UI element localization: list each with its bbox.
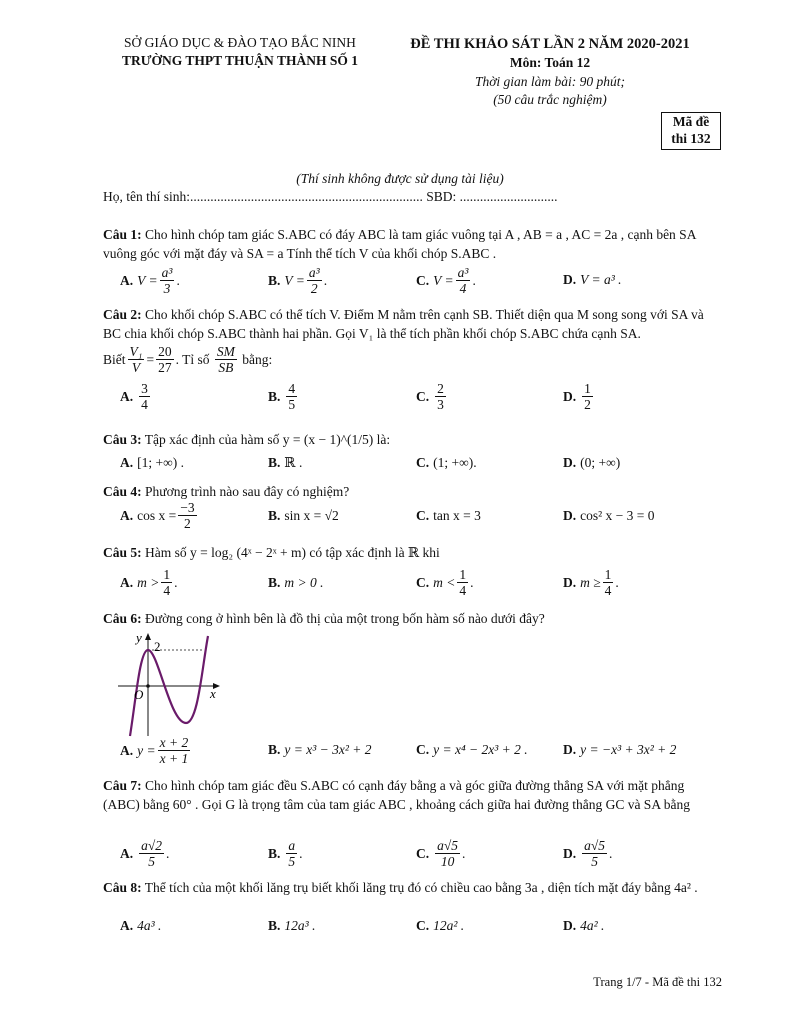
option-text: y = x⁴ − 2x³ + 2 .	[433, 742, 528, 757]
denominator: 4	[459, 583, 467, 598]
q8-option-a[interactable]	[120, 918, 161, 934]
y-label: y	[136, 630, 142, 645]
q6-option-d[interactable]	[563, 742, 676, 758]
question-text: Phương trình nào sau đây có nghiệm?	[145, 484, 350, 499]
option-text: cos² x − 3 = 0	[580, 508, 655, 523]
option-text: V =	[284, 272, 305, 288]
question-label: Câu 4:	[103, 484, 142, 499]
denominator: 5	[591, 854, 598, 869]
question-6	[103, 609, 723, 628]
numerator: a³	[161, 265, 173, 280]
option-text: (1; +∞).	[433, 455, 477, 470]
denominator: V	[131, 360, 141, 375]
numerator: 4	[288, 381, 296, 396]
option-fraction	[603, 567, 614, 598]
page-footer: Trang 1/7 - Mã đề thi 132	[593, 975, 722, 989]
option-fraction	[160, 265, 175, 296]
option-letter: A.	[120, 272, 134, 288]
q4-option-b[interactable]	[268, 508, 339, 524]
q8-option-c[interactable]	[416, 918, 464, 934]
cubic-graph	[110, 628, 230, 738]
question-text: Cho hình chóp tam giác S.ABC có đáy ABC là tam giác vuông tại A , AB = a , AC = 2a , cạnh bên SA vuông góc với mặt đáy và SA = a Tính thể tích V của khối chóp S.ABC .	[103, 227, 696, 261]
option-text: m <	[433, 574, 456, 590]
q4-option-c[interactable]	[416, 508, 481, 524]
question-label: Câu 7:	[103, 778, 142, 793]
q3-option-c[interactable]	[416, 455, 477, 471]
question-label: Câu 1:	[103, 227, 142, 242]
option-letter: D.	[563, 918, 577, 933]
question-4	[103, 482, 723, 501]
option-letter: D.	[563, 455, 577, 470]
option-fraction	[286, 381, 297, 412]
origin-label: O	[134, 687, 144, 702]
origin-dot	[146, 684, 150, 688]
q7-option-b[interactable]: B. $\frac{a}{5}$ .	[268, 838, 303, 869]
option-letter: A.	[120, 845, 134, 861]
q2-option-b[interactable]	[268, 381, 299, 412]
option-letter: B.	[268, 388, 281, 404]
q5-option-c[interactable]: C. m < $\frac{1}{4}$ .	[416, 567, 474, 598]
ratio-fraction	[128, 344, 145, 375]
question-1	[103, 225, 723, 263]
numerator: 20	[158, 344, 172, 359]
q5-option-a[interactable]: A. m > $\frac{1}{4}$ .	[120, 567, 178, 598]
q2-option-d[interactable]	[563, 381, 595, 412]
denominator: 2	[584, 397, 591, 412]
given-suffix: bằng:	[242, 351, 273, 367]
q7-option-a[interactable]: A. $\frac{a√2}{5}$ .	[120, 838, 170, 869]
option-letter: D.	[563, 845, 577, 861]
numerator: a√2	[141, 838, 163, 853]
numerator: 1	[604, 567, 612, 582]
q1-option-a[interactable]: A. V = $\frac{\text{a³}}{3}$ .	[120, 265, 180, 296]
denominator: 2	[310, 281, 318, 296]
option-text: 12a³ .	[284, 918, 316, 933]
option-fraction	[139, 838, 164, 869]
q5-option-b[interactable]	[268, 575, 324, 591]
option-text: cos x =	[137, 507, 177, 523]
question-label: Câu 8:	[103, 880, 142, 895]
numerator: 1	[584, 381, 591, 396]
option-letter: A.	[120, 574, 134, 590]
q2-option-a[interactable]	[120, 381, 152, 412]
option-text: ℝ .	[284, 455, 303, 470]
option-letter: C.	[416, 845, 430, 861]
option-letter: C.	[416, 388, 430, 404]
numerator: a√5	[584, 838, 606, 853]
denominator: 4	[459, 281, 467, 296]
exam-code-value: thi 132	[671, 131, 711, 146]
denominator: 27	[158, 360, 172, 375]
numerator: 3	[141, 381, 148, 396]
option-fraction	[286, 838, 297, 869]
numerator: SM	[216, 344, 235, 359]
equals-sign: =	[146, 351, 155, 367]
subject: Môn: Toán 12	[509, 55, 591, 70]
option-letter: C.	[416, 508, 430, 523]
question-text: Hàm số y = log₂ (4ˣ − 2ˣ + m) có tập xác định là ℝ khi	[145, 545, 440, 560]
option-letter: B.	[268, 575, 281, 590]
q7-option-d[interactable]: D. $\frac{a√5}{5}$ .	[563, 838, 613, 869]
q6-option-c[interactable]	[416, 742, 528, 758]
denominator: 4	[163, 583, 171, 598]
numerator: −3	[180, 500, 195, 515]
y-axis-arrow	[145, 633, 151, 640]
q2-option-c[interactable]	[416, 381, 448, 412]
question-label: Câu 6:	[103, 611, 142, 626]
q5-option-d[interactable]: D. m ≥ $\frac{1}{4}$ .	[563, 567, 619, 598]
option-text: y =	[137, 742, 156, 758]
numerator: 1	[163, 567, 171, 582]
denominator: 5	[288, 854, 296, 869]
denominator: 5	[288, 397, 296, 412]
option-letter: B.	[268, 508, 281, 523]
option-text: 12a² .	[433, 918, 465, 933]
question-7	[103, 776, 723, 814]
option-letter: C.	[416, 574, 430, 590]
option-letter: D.	[563, 272, 577, 287]
denominator: 2	[184, 516, 191, 531]
q3-option-a[interactable]	[120, 455, 184, 471]
option-text: tan x = 3	[433, 508, 481, 523]
numerator: a√5	[437, 838, 459, 853]
q3-option-d[interactable]	[563, 455, 620, 471]
numerator: a	[288, 838, 296, 853]
option-letter: C.	[416, 742, 430, 757]
candidate-info-line: Họ, tên thí sinh:..................................................................... SBD: .............................	[103, 189, 558, 204]
option-letter: A.	[120, 918, 134, 933]
numerator: 2	[437, 381, 444, 396]
option-fraction	[582, 838, 607, 869]
q1-option-b[interactable]: B. V = $\frac{\text{a³}}{2}$ .	[268, 265, 328, 296]
option-letter: C.	[416, 455, 430, 470]
option-text: V =	[137, 272, 158, 288]
option-letter: A.	[120, 742, 134, 758]
numerator: a³	[308, 265, 320, 280]
q7-option-c[interactable]: C. $\frac{a√5}{10}$ .	[416, 838, 466, 869]
q8-option-b[interactable]	[268, 918, 315, 934]
question-count: (50 câu trắc nghiệm)	[493, 92, 607, 107]
exam-title: ĐỀ THI KHẢO SÁT LẦN 2 NĂM 2020-2021	[410, 36, 690, 52]
question-label: Câu 5:	[103, 545, 142, 560]
option-letter: D.	[563, 574, 577, 590]
q6-option-b[interactable]	[268, 742, 372, 758]
q3-option-b[interactable]	[268, 455, 302, 471]
q4-option-a[interactable]	[120, 500, 199, 531]
option-fraction	[456, 265, 471, 296]
department-name: SỞ GIÁO DỤC & ĐÀO TẠO BẮC NINH	[124, 35, 356, 50]
numerator: x + 2	[159, 735, 189, 750]
q4-option-d[interactable]	[563, 508, 655, 524]
denominator: 5	[148, 854, 155, 869]
option-letter: B.	[268, 845, 281, 861]
question-2	[103, 305, 723, 343]
option-text: [1; +∞) .	[137, 455, 184, 470]
option-letter: C.	[416, 272, 430, 288]
denominator: 4	[604, 583, 612, 598]
question-text: Cho khối chóp S.ABC có thể tích V. Điểm M nằm trên cạnh SB. Thiết diện qua M song song với SA và BC chia khối chóp S.ABC thành hai phần. Gọi V₁ là thể tích phần khối chóp S.ABC chứa cạnh SA.	[103, 307, 704, 341]
denominator: 3	[437, 397, 444, 412]
option-fraction	[435, 381, 446, 412]
option-fraction	[161, 567, 172, 598]
q2-given-line	[103, 344, 272, 375]
denominator: 4	[141, 397, 148, 412]
option-text: y = −x³ + 3x² + 2	[580, 742, 677, 757]
option-letter: D.	[563, 742, 577, 757]
option-letter: B.	[268, 455, 281, 470]
asked-fraction	[215, 344, 237, 375]
given-prefix: Biết	[103, 351, 126, 367]
denominator: SB	[218, 360, 234, 375]
option-text: (0; +∞)	[580, 455, 621, 470]
option-letter: B.	[268, 272, 281, 288]
no-materials-note: (Thí sinh không được sử dụng tài liệu)	[296, 171, 504, 186]
q8-option-d[interactable]	[563, 918, 604, 934]
denominator: x + 1	[159, 751, 189, 766]
denominator: 10	[440, 854, 455, 869]
option-letter: A.	[120, 507, 134, 523]
option-fraction	[457, 567, 468, 598]
question-label: Câu 2:	[103, 307, 142, 322]
question-text: Cho hình chóp tam giác đều S.ABC có cạnh đáy bằng a và góc giữa đường thẳng SA với mặt phẳng (ABC) bằng 60° . Gọi G là trọng tâm của tam giác ABC , khoảng cách giữa hai đường thẳng GC và SA bằng	[103, 778, 690, 812]
option-fraction	[307, 265, 322, 296]
option-text: V =	[433, 272, 454, 288]
option-text: m >	[137, 574, 160, 590]
exam-code-label: Mã đề	[672, 114, 710, 129]
option-text: 4a² .	[580, 918, 605, 933]
option-letter: D.	[563, 388, 577, 404]
option-text: 4a³ .	[137, 918, 162, 933]
exam-code-box	[661, 112, 721, 150]
question-text: Tập xác định của hàm số y = (x − 1)^(1/5) là:	[144, 432, 391, 447]
given-middle: . Tỉ số	[175, 351, 210, 367]
option-letter: C.	[416, 918, 430, 933]
q6-option-a[interactable]	[120, 735, 192, 766]
option-text: m ≥	[580, 574, 601, 590]
option-letter: B.	[268, 918, 281, 933]
option-letter: B.	[268, 742, 281, 757]
numerator: 1	[459, 567, 467, 582]
option-text: V = a³ .	[580, 272, 622, 287]
denominator: 3	[163, 281, 171, 296]
value-label: 2	[154, 639, 161, 654]
option-text: sin x = √2	[284, 508, 339, 523]
option-fraction	[582, 381, 593, 412]
option-letter: A.	[120, 455, 134, 470]
option-fraction	[178, 500, 196, 531]
option-fraction	[158, 735, 191, 766]
option-text: m > 0 .	[284, 575, 324, 590]
option-letter: A.	[120, 388, 134, 404]
numerator: a³	[457, 265, 469, 280]
question-8	[103, 878, 723, 897]
option-letter: D.	[563, 508, 577, 523]
value-fraction	[156, 344, 174, 375]
question-label: Câu 3:	[103, 432, 142, 447]
question-5	[103, 543, 723, 562]
question-text: Đường cong ở hình bên là đồ thị của một trong bốn hàm số nào dưới đây?	[145, 611, 545, 626]
option-fraction	[435, 838, 460, 869]
school-name: TRƯỜNG THPT THUẬN THÀNH SỐ 1	[122, 53, 358, 68]
option-text: y = x³ − 3x² + 2	[284, 742, 372, 757]
q1-option-c[interactable]: C. V = $\frac{\text{a³}}{4}$ .	[416, 265, 476, 296]
question-text: Thể tích của một khối lăng trụ biết khối lăng trụ đó có chiều cao bằng 3a , diện tích mặt đáy bằng 4a² .	[144, 880, 698, 895]
exam-time: Thời gian làm bài: 90 phút;	[474, 74, 626, 89]
q1-option-d[interactable]	[563, 272, 622, 288]
x-label: x	[210, 686, 216, 701]
option-fraction	[139, 381, 150, 412]
question-3	[103, 430, 723, 449]
numerator: V₁	[129, 344, 143, 359]
